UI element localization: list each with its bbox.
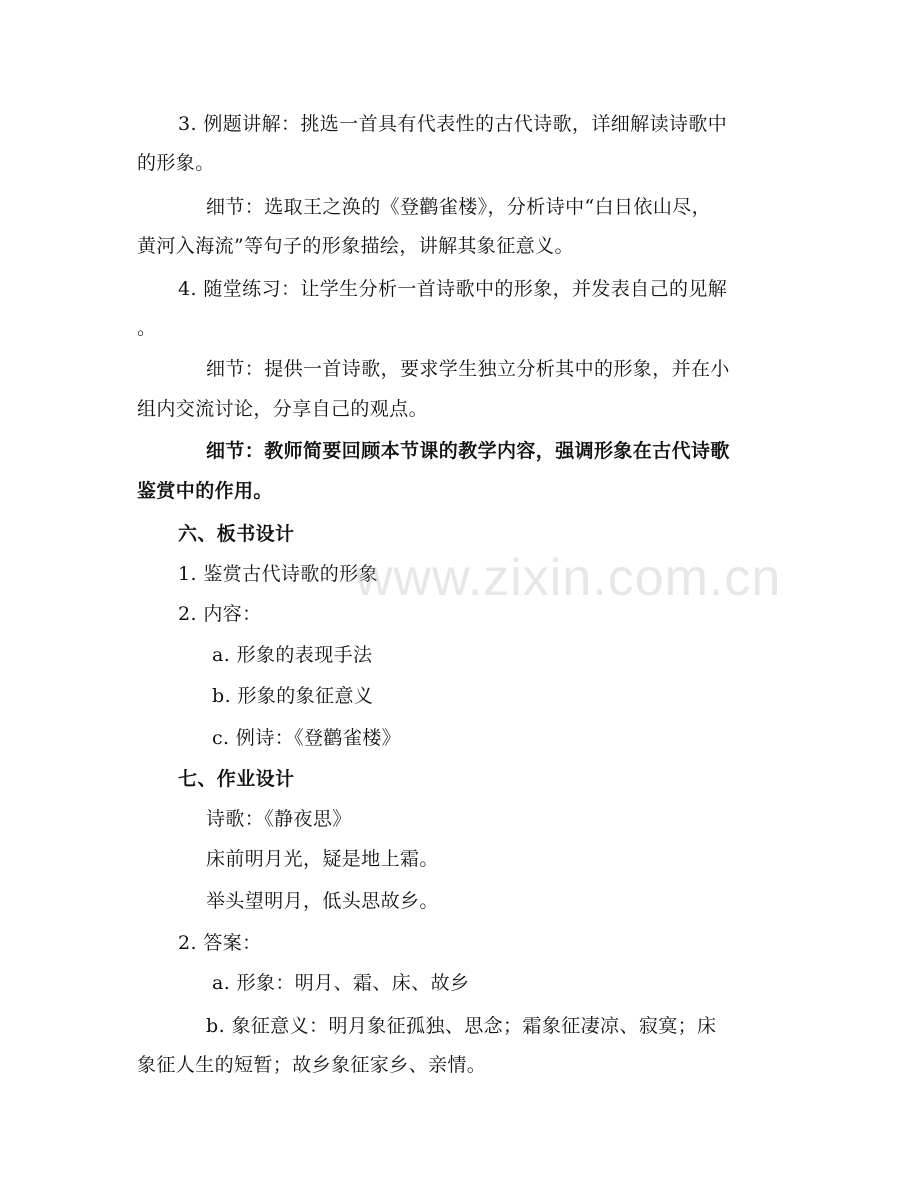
paragraph-line: 黄河入海流”等句子的形象描绘，讲解其象征意义。: [137, 235, 574, 257]
paragraph-line: 。: [137, 317, 157, 339]
paragraph-line: 床前明月光，疑是地上霜。: [206, 848, 439, 870]
paragraph-line: 细节：选取王之涣的《登鹳雀楼》，分析诗中“白日依山尽，: [206, 196, 712, 218]
section-heading: 七、作业设计: [178, 768, 295, 790]
watermark: www.zixin.com.cn: [355, 549, 782, 607]
list-item: a. 形象的表现手法: [212, 644, 373, 666]
paragraph-line: 诗歌：《静夜思》: [206, 808, 352, 830]
paragraph-line: b. 象征意义：明月象征孤独、思念；霜象征凄凉、寂寞；床: [206, 1015, 717, 1037]
list-item: 2. 答案：: [178, 932, 262, 954]
list-item: a. 形象：明月、霜、床、故乡: [212, 972, 470, 994]
paragraph-line: 4. 随堂练习：让学生分析一首诗歌中的形象，并发表自己的见解: [178, 278, 728, 300]
list-item: 1. 鉴赏古代诗歌的形象: [178, 563, 378, 585]
paragraph-line: 3. 例题讲解：挑选一首具有代表性的古代诗歌，详细解读诗歌中: [178, 113, 728, 135]
paragraph-line: 举头望明月，低头思故乡。: [206, 890, 439, 912]
paragraph-line-bold: 鉴赏中的作用。: [137, 480, 273, 502]
paragraph-line: 的形象。: [137, 152, 215, 174]
section-heading: 六、板书设计: [178, 523, 295, 545]
list-item: 2. 内容：: [178, 603, 262, 625]
paragraph-line-bold: 细节：教师简要回顾本节课的教学内容，强调形象在古代诗歌: [206, 440, 730, 462]
paragraph-line: 细节：提供一首诗歌，要求学生独立分析其中的形象，并在小: [206, 358, 730, 380]
paragraph-line: 组内交流讨论，分享自己的观点。: [137, 398, 429, 420]
list-item: b. 形象的象征意义: [212, 685, 374, 707]
list-item: c. 例诗：《登鹳雀楼》: [212, 727, 402, 749]
paragraph-line: 象征人生的短暂；故乡象征家乡、亲情。: [137, 1054, 487, 1076]
